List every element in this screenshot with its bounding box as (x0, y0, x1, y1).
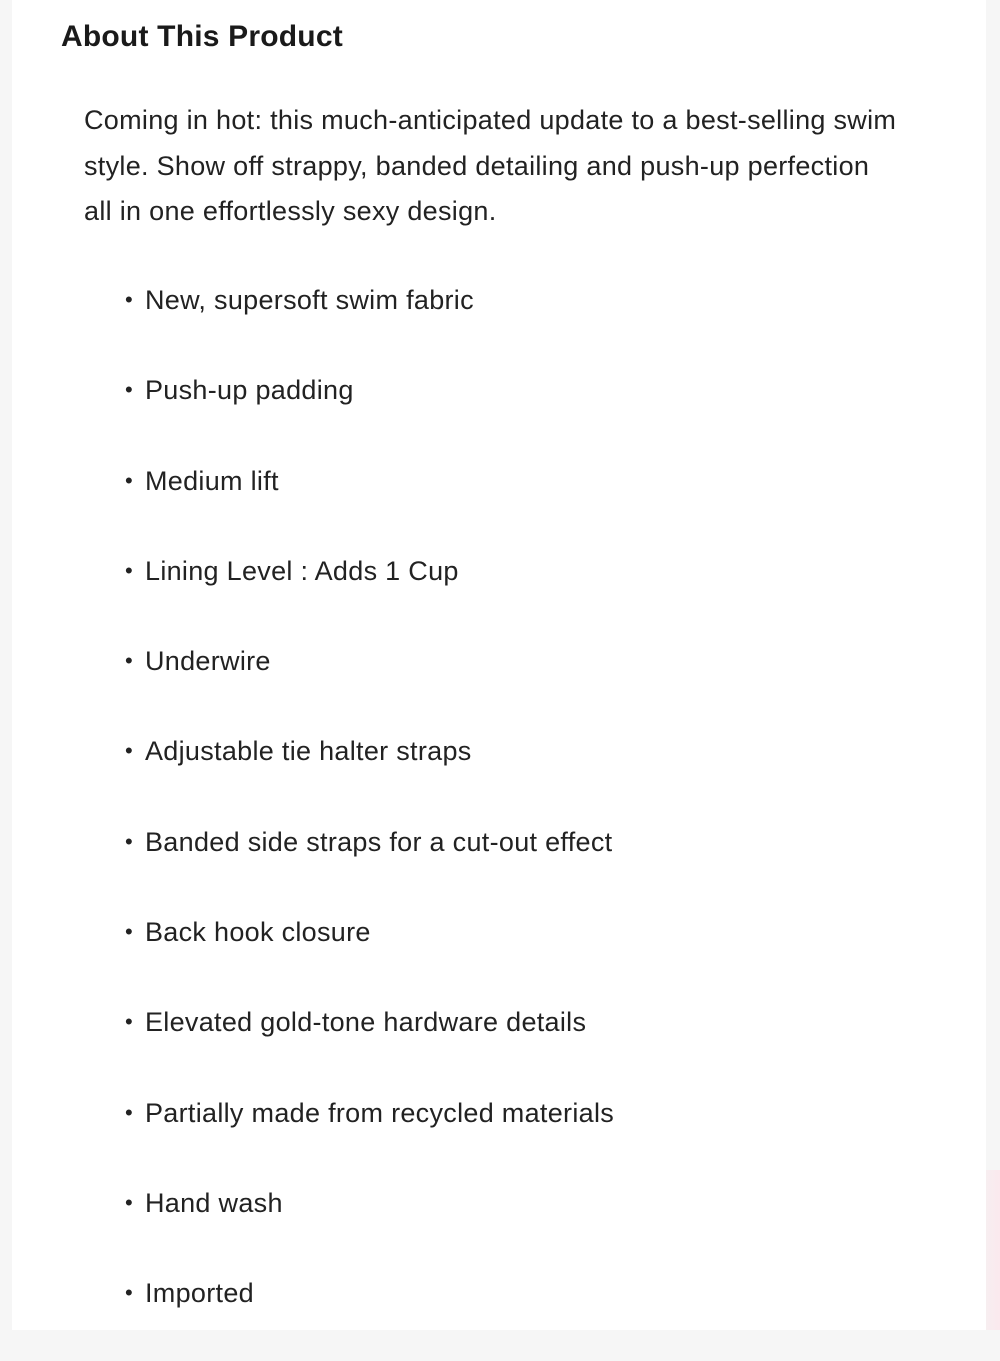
feature-item (125, 909, 614, 999)
feature-text: New, supersoft swim fabric (145, 285, 474, 315)
feature-item (125, 1090, 614, 1180)
feature-text: Medium lift (145, 465, 279, 496)
bullet-icon: • (125, 557, 134, 583)
feature-item (125, 819, 614, 909)
feature-item (125, 728, 614, 818)
bullet-icon: • (125, 648, 134, 674)
feature-item (125, 638, 614, 728)
feature-text: Back hook closure (145, 917, 371, 948)
feature-item (125, 1270, 614, 1360)
feature-text: Partially made from recycled materials (145, 1097, 615, 1128)
feature-item (125, 367, 614, 457)
feature-item (125, 548, 614, 638)
bullet-icon: • (125, 1280, 134, 1306)
bullet-icon: • (125, 1099, 134, 1125)
bullet-icon: • (125, 828, 134, 854)
feature-item (125, 458, 614, 548)
feature-item (125, 999, 614, 1089)
section-title: About This Product (61, 20, 343, 53)
feature-list (125, 277, 614, 1361)
feature-item (125, 1180, 614, 1270)
feature-item (125, 277, 614, 367)
product-details-panel (12, 0, 986, 1330)
feature-text: Push-up padding (145, 375, 354, 406)
feature-text: Imported (145, 1278, 254, 1309)
bullet-icon: • (125, 377, 134, 403)
bullet-icon: • (125, 738, 134, 764)
bullet-icon: • (125, 467, 134, 493)
product-description: Coming in hot: this much-anticipated update to a best-selling swim style. Show off strappy, banded detailing and push-up perfection all in one effortlessly sexy design. (84, 105, 897, 226)
feature-text: Elevated gold-tone hardware details (145, 1007, 587, 1038)
feature-text: Adjustable tie halter straps (145, 736, 472, 767)
feature-text: Hand wash (145, 1187, 283, 1218)
bullet-icon: • (125, 919, 134, 945)
bullet-icon: • (125, 1189, 134, 1215)
bullet-icon: • (125, 287, 134, 312)
feature-text: Underwire (145, 646, 271, 677)
bullet-icon: • (125, 1009, 134, 1035)
edge-accent (986, 1170, 1000, 1330)
feature-text: Banded side straps for a cut-out effect (145, 826, 613, 857)
feature-text: Lining Level : Adds 1 Cup (145, 555, 459, 586)
